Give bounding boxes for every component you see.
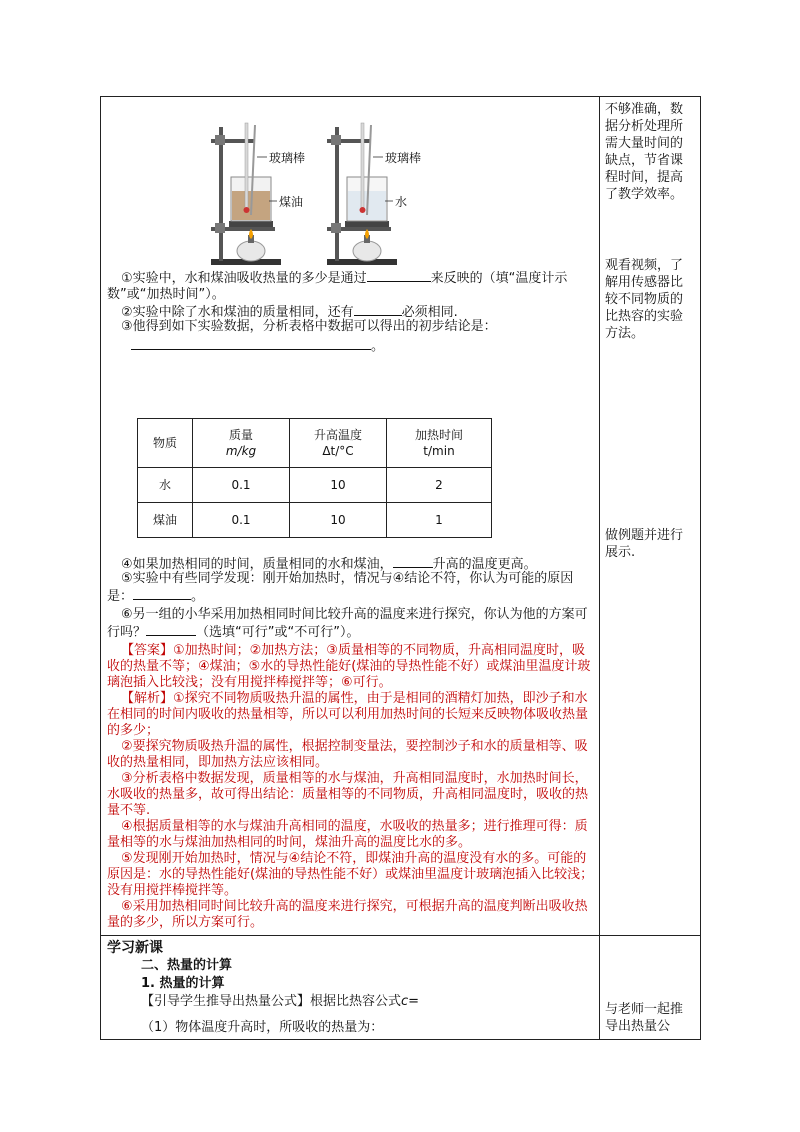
experiment-figure — [211, 117, 511, 267]
glass-rod-label-right: 玻璃棒 — [385, 151, 422, 165]
question-4-text-a: ④如果加热相同的时间，质量相同的水和煤油， — [121, 557, 393, 572]
guide-variable: c — [401, 994, 409, 1009]
table-cell: 水 — [138, 468, 193, 503]
answer-blank-1[interactable] — [367, 269, 431, 282]
question-5-end: 。 — [191, 589, 205, 604]
table-header-row — [138, 419, 492, 468]
header-cell: 加热时间 t/min — [387, 419, 492, 468]
data-table — [137, 418, 492, 538]
water-label: 水 — [395, 195, 408, 209]
guide-equals: = — [408, 994, 420, 1009]
question-1 — [107, 269, 597, 303]
question-2-text-b: 必须相同. — [401, 305, 458, 320]
section-title: 二、热量的计算 — [141, 958, 233, 973]
header-cell: 质量 m/kg — [193, 419, 290, 468]
kerosene-label: 煤油 — [279, 195, 304, 209]
question-2-text-a: ②实验中除了水和煤油的质量相同，还有 — [121, 305, 354, 320]
header-cell: 升高温度 Δt/°C — [290, 419, 387, 468]
answer-blank-5[interactable] — [133, 587, 191, 600]
guide-line — [141, 994, 631, 1010]
question-3-text: ③他得到如下实验数据，分析表格中数据可以得出的初步结论是： — [121, 319, 497, 334]
question-6 — [107, 607, 597, 641]
question-3-answer-line — [131, 337, 621, 355]
table-cell: 10 — [290, 503, 387, 538]
item-1: （1）物体温度升高时，所吸收的热量为： — [141, 1020, 384, 1035]
analysis-paragraph-3: ③分析表格中数据发现，质量相等的水与煤油，升高相同温度时，水加热时间长，水吸收的热量多，故可得出结论：质量相等的不同物质，升高相同温度时，吸收的热量不等. — [107, 771, 589, 818]
table-row — [138, 468, 492, 503]
question-6-text-b: （选填“可行”或“不可行”）。 — [196, 625, 360, 640]
analysis-paragraph-1: 【解析】①探究不同物质吸热升温的属性，由于是相同的酒精灯加热，即沙子和水在相同的时间内吸收的热量相等，所以可以利用加热时间的长短来反映物体吸收热量的多少； — [107, 691, 589, 738]
table-cell: 0.1 — [193, 468, 290, 503]
analysis-paragraph-4: ④根据质量相等的水与煤油升高相同的温度，水吸收的热量多；进行推理可得：质量相等的水与煤油加热相同的时间，煤油升高的温度比水的多。 — [107, 819, 588, 850]
water-apparatus-image — [327, 117, 527, 267]
glass-rod-label-left: 玻璃棒 — [269, 151, 306, 165]
new-lesson-heading: 学习新课 — [107, 940, 163, 956]
question-3-end: 。 — [371, 339, 385, 354]
answer-blank-4[interactable] — [393, 555, 433, 568]
side-note-4: 与老师一起推导出热量公 — [605, 1002, 684, 1034]
subsection-title: 1. 热量的计算 — [141, 976, 225, 991]
lesson-table — [100, 96, 701, 1040]
guide-text: 【引导学生推导出热量公式】根据比热容公式 — [141, 994, 402, 1009]
question-5 — [107, 571, 597, 605]
table-row — [138, 503, 492, 538]
answer-blank-3[interactable] — [131, 337, 371, 350]
side-note-1: 不够准确，数据分析处理所需大量时间的缺点，节省课程时间，提高了教学效率。 — [605, 102, 684, 202]
table-cell: 0.1 — [193, 503, 290, 538]
question-1-text-a: ①实验中，水和煤油吸收热量的多少是通过 — [121, 271, 367, 286]
question-3 — [107, 319, 597, 335]
side-note-3: 做例题并进行展示. — [605, 528, 684, 560]
analysis-paragraph-2: ②要探究物质吸热升温的属性，根据控制变量法，要控制沙子和水的质量相等、吸收的热量相同，即加热方法应该相同。 — [107, 739, 588, 770]
row-divider — [101, 935, 700, 936]
question-5-text: ⑤实验中有些同学发现：刚开始加热时，情况与④结论不符，你认为可能的原因是： — [107, 571, 574, 604]
side-note-2: 观看视频，了解用传感器比较不同物质的比热容的实验方法。 — [605, 258, 684, 341]
question-6-text-a: ⑥另一组的小华采用加热相同时间比较升高的温度来进行探究，你认为他的方案可行吗？ — [107, 607, 588, 640]
question-4-text-b: 升高的温度更高。 — [432, 557, 537, 572]
analysis-paragraph-6: ⑥采用加热相同时间比较升高的温度来进行探究，可根据升高的温度判断出吸收热量的多少，所以方案可行。 — [107, 899, 588, 930]
table-cell: 煤油 — [138, 503, 193, 538]
analysis-paragraph-5: ⑤发现刚开始加热时，情况与④结论不符，即煤油升高的温度没有水的多。可能的原因是：水的导热性能好(煤油的导热性能不好）或煤油里温度计玻璃泡插入比较浅；没有用搅拌棒搅拌等。 — [107, 851, 594, 898]
header-cell: 物质 — [138, 419, 193, 468]
answer-blank-2[interactable] — [354, 303, 402, 316]
column-divider — [599, 97, 600, 1039]
question-1-text-b: 来反映的（填“温度计示数”或“加热时间”）。 — [107, 271, 568, 302]
answer-paragraph: 【答案】①加热时间；②加热方法；③质量相等的不同物质，升高相同温度时，吸收的热量不等；④煤油；⑤水的导热性能好(煤油的导热性能不好）或煤油里温度计玻璃泡插入比较浅；没有用搅拌棒搅拌等；⑥可行。 — [107, 643, 591, 690]
table-cell: 10 — [290, 468, 387, 503]
table-cell: 1 — [387, 503, 492, 538]
table-cell: 2 — [387, 468, 492, 503]
answer-blank-6[interactable] — [146, 623, 196, 636]
